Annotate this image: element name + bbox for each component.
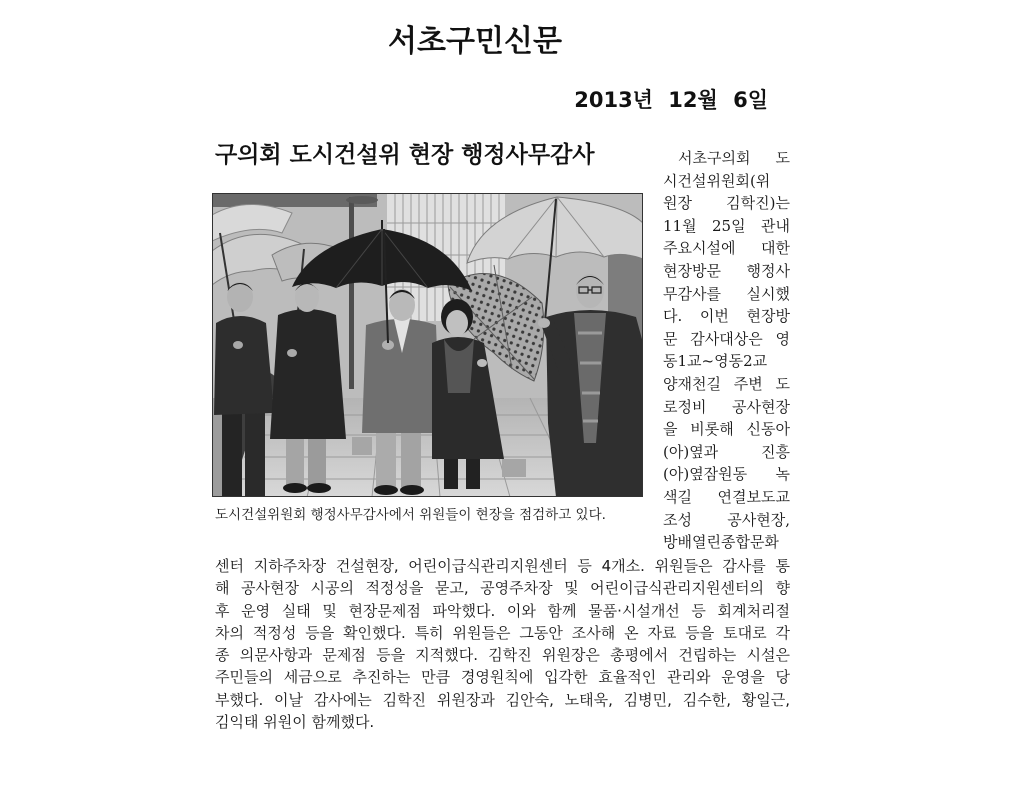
lamp-post <box>349 197 354 389</box>
column-line: 문 감사대상은 영 <box>663 329 790 348</box>
face <box>446 310 468 336</box>
photo-caption: 도시건설위원회 행정사무감사에서 위원들이 현장을 점검하고 있다. <box>215 507 606 523</box>
column-line: 원장 김학진)는 <box>663 194 790 213</box>
paving-tile <box>352 437 372 455</box>
column-line: 시건설위원회(위 <box>663 171 771 190</box>
column-line: 11월 25일 관내 <box>663 216 790 235</box>
hand <box>538 318 550 328</box>
face <box>576 274 604 308</box>
body-line: 후 운영 실태 및 현장문제점 파악했다. 이와 함께 물품·시설개선 등 회계처리절 <box>215 601 790 620</box>
body-line: 부했다. 이날 감사에는 김학진 위원장과 김안숙, 노태욱, 김병민, 김수한, 황일근, <box>215 690 790 709</box>
article-side-column <box>663 147 790 554</box>
article-headline: 구의회 도시건설위 현장 행정사무감사 <box>215 142 595 168</box>
shoe <box>307 483 331 493</box>
column-line: (아)옆과 진흥 <box>663 442 790 461</box>
leg <box>245 405 265 497</box>
column-line: 현장방문 행정사 <box>663 261 790 280</box>
paving-tile <box>502 459 526 477</box>
article-photo-frame <box>212 193 643 497</box>
column-line: 서초구의회 도 <box>678 149 790 167</box>
coat <box>214 316 274 415</box>
column-line: 방배열린종합문화 <box>663 533 779 552</box>
article-body <box>215 555 790 733</box>
column-line: 로정비 공사현장 <box>663 397 790 416</box>
leg <box>308 433 326 485</box>
publication-date: 2013년 12월 6일 <box>574 88 768 112</box>
hand <box>477 359 487 367</box>
body-line: 종 의문사항과 문제점 등을 지적했다. 김학진 위원장은 총평에서 건립하는 시설은 <box>215 646 790 665</box>
column-line: 양재천길 주변 도 <box>663 374 790 393</box>
body-line: 김익태 위원이 함께했다. <box>215 713 375 732</box>
shoe <box>283 483 307 493</box>
column-line: 다. 이번 현장방 <box>663 307 790 326</box>
leg <box>401 429 421 487</box>
lamp-head <box>346 196 378 204</box>
coat <box>270 309 346 439</box>
newspaper-masthead: 서초구민신문 <box>388 24 562 59</box>
article-photo <box>212 193 643 497</box>
leg <box>222 405 242 497</box>
column-line: 무감사를 실시했 <box>663 284 790 303</box>
hand <box>233 341 243 349</box>
column-line: 색길 연결보도교 <box>663 487 790 506</box>
column-line: 을 비롯해 신동아 <box>663 420 790 439</box>
column-line: 주요시설에 대한 <box>663 239 790 258</box>
column-line: (아)옆잠원동 녹 <box>663 465 790 484</box>
column-line: 동1교~영동2교 <box>663 352 768 371</box>
face <box>295 282 319 312</box>
shoe <box>400 485 424 495</box>
body-line: 센터 지하주차장 건설현장, 어린이급식관리지원센터 등 4개소. 위원들은 감사를 통 <box>215 557 790 575</box>
body-line: 해 공사현장 시공의 적정성을 묻고, 공영주차장 및 어린이급식관리지원센터의 향 <box>215 579 790 598</box>
leg <box>376 429 396 487</box>
column-line: 조성 공사현장, <box>663 510 790 529</box>
shoe <box>374 485 398 495</box>
hand <box>287 349 297 357</box>
body-line: 주민들의 세금으로 추진하는 만큼 경영원칙에 입각한 효율적인 관리와 운영을 당 <box>215 668 790 687</box>
body-line: 차의 적정성 등을 확인했다. 특히 위원들은 그동안 조사해 온 자료 등을 토대로 각 <box>215 623 790 642</box>
leg <box>286 433 304 485</box>
